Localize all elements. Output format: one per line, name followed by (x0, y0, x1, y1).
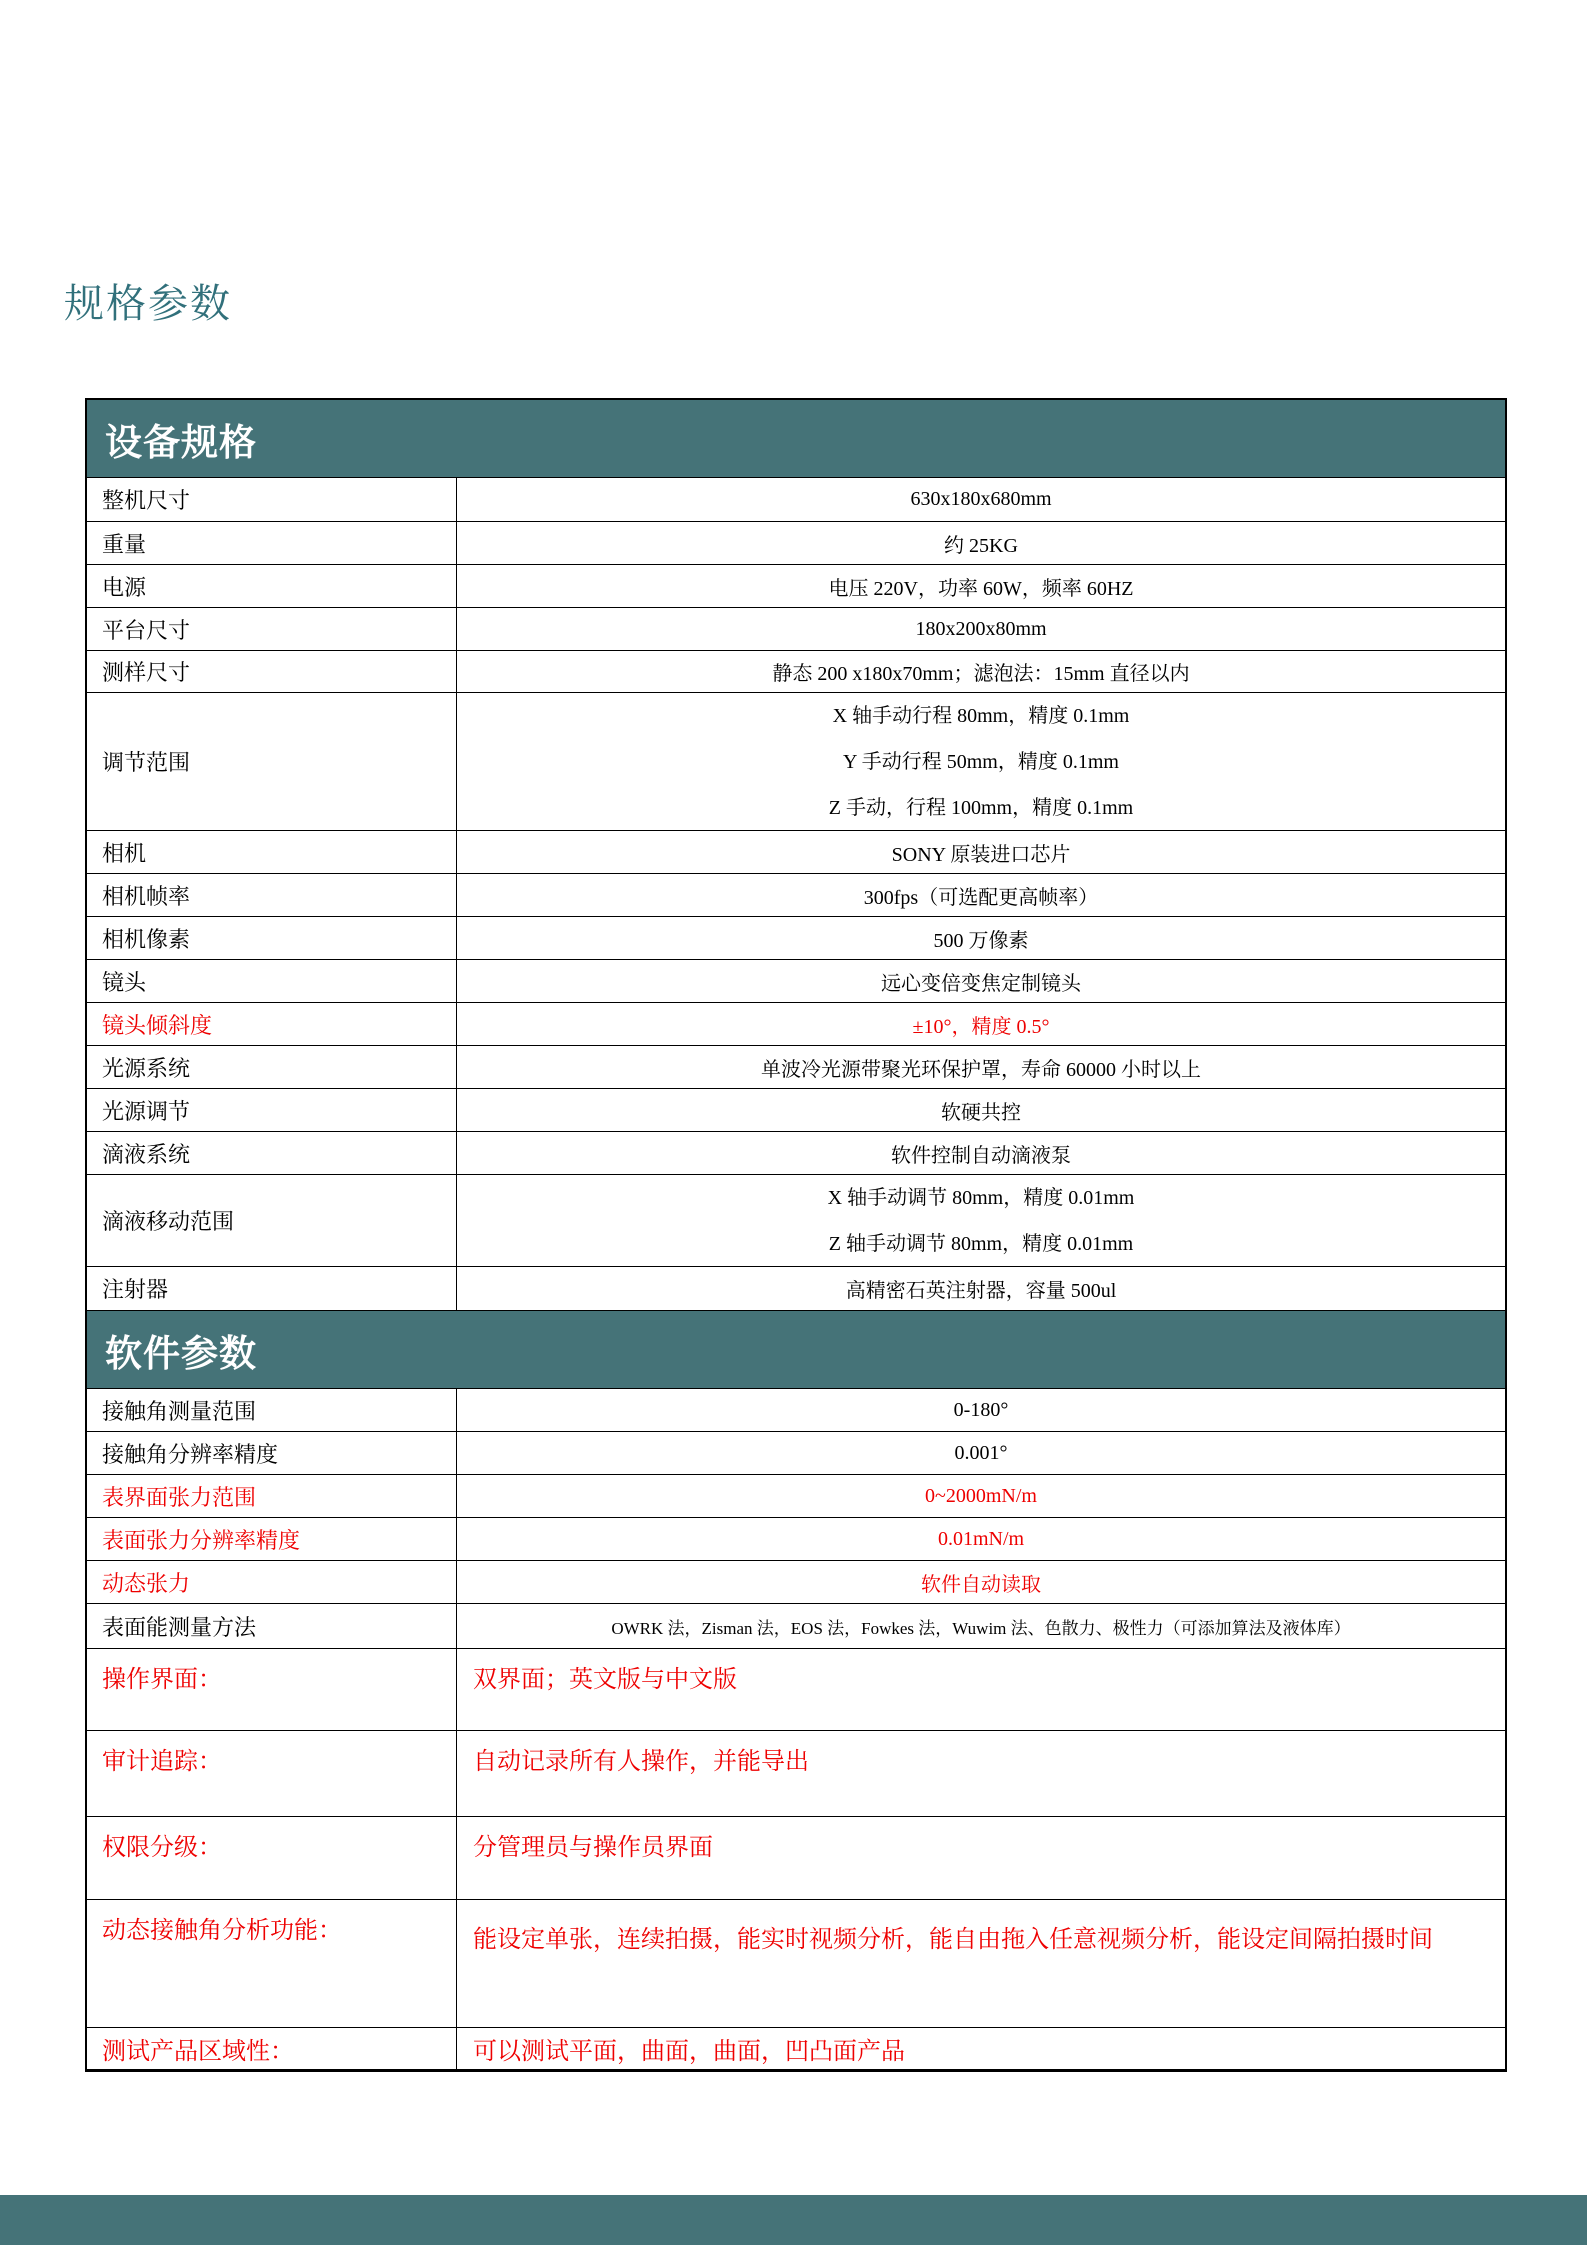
table-row (87, 1267, 1505, 1311)
row-value-line: ±10°，精度 0.5° (912, 1015, 1050, 1038)
table-row (87, 1003, 1505, 1046)
row-value-line: 双界面；英文版与中文版 (473, 1667, 737, 1693)
row-value (457, 874, 1505, 916)
row-label: 动态张力 (87, 1561, 457, 1603)
table-row (87, 522, 1505, 565)
row-label: 相机 (87, 831, 457, 873)
row-value (457, 1561, 1505, 1603)
row-value-line: OWRK 法，Zisman 法，EOS 法，Fowkes 法，Wuwim 法、色散力、极性力（可添加算法及液体库） (611, 1618, 1351, 1638)
row-label: 滴液移动范围 (87, 1175, 457, 1266)
row-label: 表面能测量方法 (87, 1604, 457, 1648)
table-row (87, 651, 1505, 693)
row-value (457, 693, 1505, 830)
row-value (457, 651, 1505, 692)
row-label: 相机帧率 (87, 874, 457, 916)
row-value-line: 软硬共控 (941, 1101, 1021, 1124)
row-label: 权限分级： (87, 1817, 457, 1899)
table-row (87, 874, 1505, 917)
row-value (457, 917, 1505, 959)
row-label: 操作界面： (87, 1649, 457, 1730)
row-value-line: 能设定单张，连续拍摄，能实时视频分析，能自由拖入任意视频分析，能设定间隔拍摄时间 (473, 1927, 1433, 1953)
row-label: 动态接触角分析功能： (87, 1900, 457, 2027)
row-value-line: SONY 原装进口芯片 (891, 843, 1071, 866)
table-row (87, 608, 1505, 651)
row-label: 审计追踪： (87, 1731, 457, 1816)
table-row (87, 1900, 1505, 2028)
table-row (87, 1132, 1505, 1175)
row-label: 平台尺寸 (87, 608, 457, 650)
row-value-line: 静态 200 x180x70mm；滤泡法：15mm 直径以内 (772, 663, 1190, 685)
table-row (87, 693, 1505, 831)
row-value (457, 831, 1505, 873)
row-value (457, 608, 1505, 650)
row-label: 整机尺寸 (87, 478, 457, 521)
row-value (457, 1518, 1505, 1560)
row-value-line: Y 手动行程 50mm，精度 0.1mm (843, 750, 1119, 773)
row-value-line: 约 25KG (944, 534, 1018, 557)
row-value-line: X 轴手动调节 80mm，精度 0.01mm (827, 1186, 1135, 1209)
table-row (87, 1475, 1505, 1518)
page-title: 规格参数 (64, 281, 232, 326)
row-label: 表面张力分辨率精度 (87, 1518, 457, 1560)
table-row (87, 565, 1505, 608)
table-row (87, 1649, 1505, 1731)
row-label: 接触角分辨率精度 (87, 1432, 457, 1474)
row-label: 光源系统 (87, 1046, 457, 1088)
table-row (87, 960, 1505, 1003)
row-value-line: 可以测试平面，曲面，曲面，凹凸面产品 (473, 2039, 905, 2065)
table-row (87, 1561, 1505, 1604)
row-value (457, 960, 1505, 1002)
row-value-line: 自动记录所有人操作，并能导出 (473, 1749, 809, 1775)
table-row (87, 1731, 1505, 1817)
row-value (457, 1267, 1505, 1310)
row-label: 镜头倾斜度 (87, 1003, 457, 1045)
row-value-line: Z 手动，行程 100mm，精度 0.1mm (828, 796, 1134, 819)
section-header-software: 软件参数 (87, 1311, 1505, 1389)
row-value (457, 1900, 1505, 2027)
row-value (457, 1604, 1505, 1648)
row-value-line: 远心变倍变焦定制镜头 (881, 972, 1081, 995)
row-value (457, 1003, 1505, 1045)
row-label: 测试产品区域性： (87, 2028, 457, 2069)
row-value (457, 565, 1505, 607)
table-row (87, 1432, 1505, 1475)
row-value (457, 522, 1505, 564)
table-row (87, 1046, 1505, 1089)
row-label: 电源 (87, 565, 457, 607)
spec-table (85, 398, 1507, 2072)
row-label: 光源调节 (87, 1089, 457, 1131)
row-value-line: 高精密石英注射器，容量 500ul (845, 1280, 1117, 1302)
row-value (457, 478, 1505, 521)
table-row (87, 917, 1505, 960)
table-row (87, 1089, 1505, 1132)
row-value (457, 1731, 1505, 1816)
row-value-line: 软件自动读取 (921, 1573, 1041, 1596)
row-value-line: X 轴手动行程 80mm，精度 0.1mm (832, 704, 1130, 727)
row-label: 重量 (87, 522, 457, 564)
row-label: 镜头 (87, 960, 457, 1002)
footer-band (0, 2195, 1587, 2245)
table-row (87, 1817, 1505, 1900)
row-label: 接触角测量范围 (87, 1389, 457, 1431)
row-value (457, 1432, 1505, 1474)
row-value (457, 1475, 1505, 1517)
row-value-line: 0.001° (954, 1441, 1008, 1464)
row-value-line: 0~2000mN/m (925, 1484, 1037, 1507)
row-value (457, 1132, 1505, 1174)
row-value-line: 分管理员与操作员界面 (473, 1835, 713, 1861)
row-value-line: 单波冷光源带聚光环保护罩，寿命 60000 小时以上 (761, 1058, 1201, 1081)
row-label: 滴液系统 (87, 1132, 457, 1174)
row-label: 注射器 (87, 1267, 457, 1310)
table-row (87, 1604, 1505, 1649)
row-value (457, 1817, 1505, 1899)
table-row (87, 478, 1505, 522)
row-value-line: 300fps（可选配更高帧率） (863, 886, 1099, 909)
row-value (457, 1175, 1505, 1266)
row-value (457, 1389, 1505, 1431)
table-row (87, 2028, 1505, 2070)
table-row (87, 831, 1505, 874)
row-label: 相机像素 (87, 917, 457, 959)
table-row (87, 1175, 1505, 1267)
row-value-line: 0-180° (953, 1398, 1009, 1421)
table-row (87, 1389, 1505, 1432)
row-value-line: 500 万像素 (933, 929, 1029, 952)
table-row (87, 1518, 1505, 1561)
row-value-line: 630x180x680mm (910, 488, 1052, 510)
row-value (457, 1089, 1505, 1131)
row-value (457, 1046, 1505, 1088)
row-value (457, 1649, 1505, 1730)
row-label: 测样尺寸 (87, 651, 457, 692)
row-value-line: 180x200x80mm (915, 617, 1047, 640)
section-header-equipment: 设备规格 (87, 400, 1505, 478)
row-value-line: 0.01mN/m (937, 1527, 1025, 1550)
row-value-line: 电压 220V，功率 60W，频率 60HZ (828, 577, 1134, 600)
row-value-line: Z 轴手动调节 80mm，精度 0.01mm (828, 1232, 1134, 1255)
row-label: 表界面张力范围 (87, 1475, 457, 1517)
row-value-line: 软件控制自动滴液泵 (891, 1144, 1071, 1167)
row-value (457, 2028, 1505, 2069)
row-label: 调节范围 (87, 693, 457, 830)
